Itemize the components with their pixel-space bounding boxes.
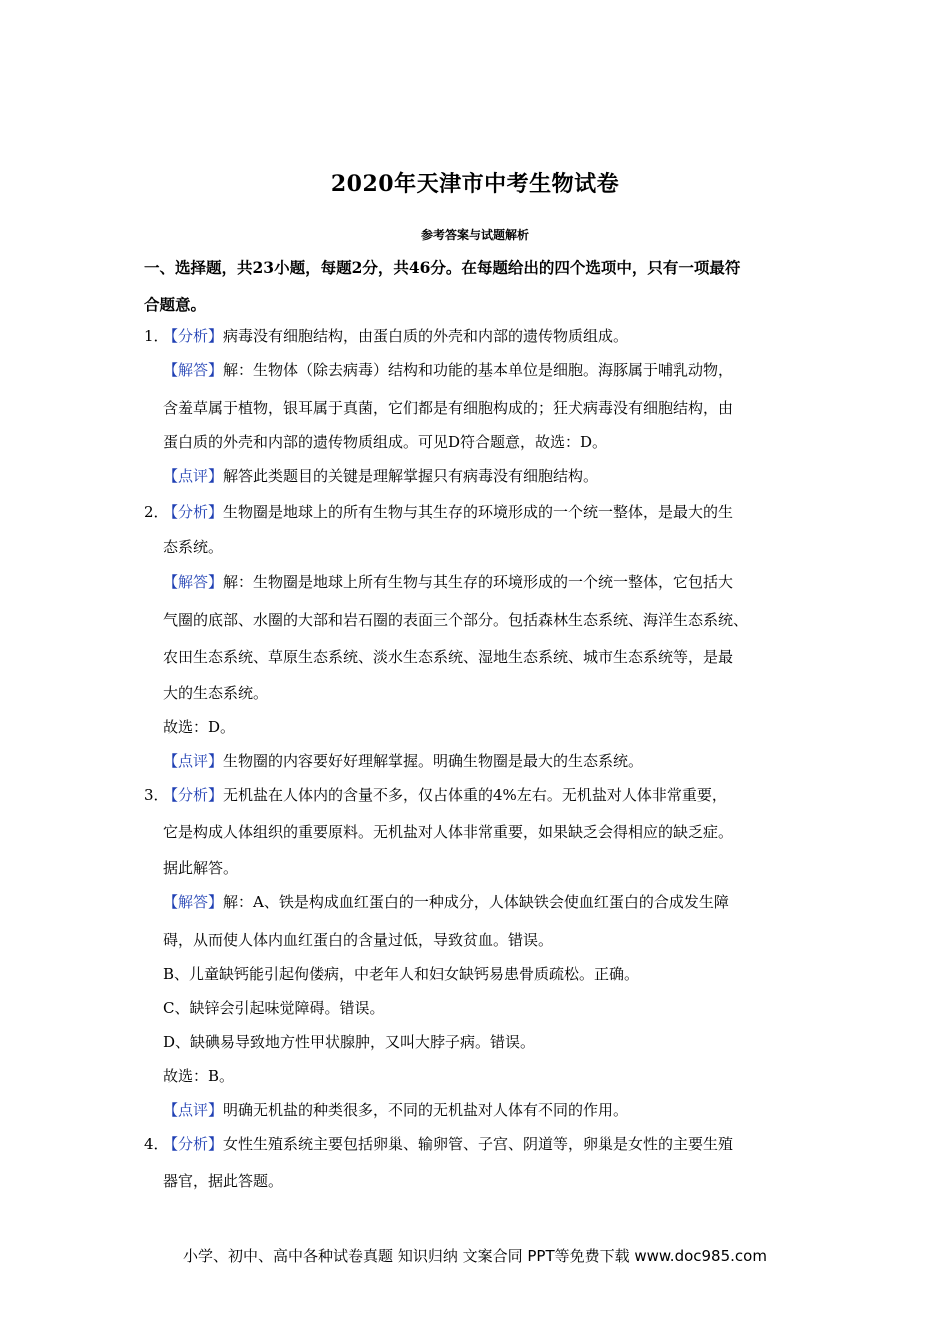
page-subtitle: 参考答案与试题解析: [420, 228, 529, 242]
q1-answer-text: 解：生物体（除去病毒）结构和功能的基本单位是细胞。海豚属于哺乳动物，: [223, 361, 734, 379]
q3-answer-line: 故选：B。: [163, 1067, 235, 1085]
q1-answer-line: 蛋白质的外壳和内部的遗传物质组成。可见D符合题意，故选：D。: [163, 433, 608, 451]
q2-comment: [163, 751, 643, 771]
page-title: 2020年天津市中考生物试卷: [330, 171, 620, 197]
q2-answer-line: 大的生态系统。: [163, 684, 269, 702]
q4-analysis: [163, 1134, 733, 1154]
section-heading-line1: 一、选择题，共23小题，每题2分，共46分。在每题给出的四个选项中，只有一项最符: [144, 258, 741, 277]
q2-analysis-line: 态系统。: [163, 538, 224, 556]
answer-tag: 【解答】: [163, 361, 224, 379]
q3-comment: [163, 1100, 628, 1120]
q3-answer-line: 碍，从而使人体内血红蛋白的含量过低，导致贫血。错误。: [163, 931, 554, 949]
q3-answer-line: D、缺碘易导致地方性甲状腺肿，又叫大脖子病。错误。: [163, 1033, 536, 1051]
question-number: 1．: [144, 327, 169, 345]
analysis-tag: 【分析】: [163, 503, 224, 521]
q1-comment: [163, 466, 598, 486]
q3-comment-text: 明确无机盐的种类很多，不同的无机盐对人体有不同的作用。: [223, 1101, 629, 1119]
q2-answer-text: 解：生物圈是地球上所有生物与其生存的环境形成的一个统一整体，它包括大: [223, 573, 734, 591]
question-number: 4．: [144, 1135, 169, 1153]
question-number: 3．: [144, 786, 169, 804]
page-footer: 小学、初中、高中各种试卷真题 知识归纳 文案合同 PPT等免费下载 www.doc985.com: [183, 1247, 767, 1265]
q1-analysis-text: 病毒没有细胞结构，由蛋白质的外壳和内部的遗传物质组成。: [223, 327, 629, 345]
q4-analysis-line: 器官，据此答题。: [163, 1172, 284, 1190]
answer-tag: 【解答】: [163, 573, 224, 591]
q3-answer-line: C、缺锌会引起味觉障碍。错误。: [163, 999, 385, 1017]
q2-answer-line: 故选：D。: [163, 718, 236, 736]
q1-analysis: [163, 326, 628, 346]
q3-answer-text: 解：A、铁是构成血红蛋白的一种成分，人体缺铁会使血红蛋白的合成发生障: [223, 893, 729, 911]
analysis-tag: 【分析】: [163, 327, 224, 345]
analysis-tag: 【分析】: [163, 1135, 224, 1153]
q3-analysis-text: 无机盐在人体内的含量不多，仅占体重的4%左右。无机盐对人体非常重要，: [223, 786, 727, 804]
q3-analysis: [163, 785, 727, 805]
q1-answer-line: [163, 360, 733, 380]
q2-answer-line: 农田生态系统、草原生态系统、淡水生态系统、湿地生态系统、城市生态系统等，是最: [163, 648, 734, 666]
q3-answer-line: [163, 892, 729, 912]
q3-analysis-line: 它是构成人体组织的重要原料。无机盐对人体非常重要，如果缺乏会得相应的缺乏症。: [163, 823, 734, 841]
q2-comment-text: 生物圈的内容要好好理解掌握。明确生物圈是最大的生态系统。: [223, 752, 644, 770]
q3-analysis-line: 据此解答。: [163, 859, 239, 877]
q2-analysis-text: 生物圈是地球上的所有生物与其生存的环境形成的一个统一整体，是最大的生: [223, 503, 734, 521]
section-heading-line2: 合题意。: [144, 295, 207, 314]
analysis-tag: 【分析】: [163, 786, 224, 804]
q4-analysis-text: 女性生殖系统主要包括卵巢、输卵管、子宫、阴道等，卵巢是女性的主要生殖: [223, 1135, 734, 1153]
q2-analysis: [163, 502, 733, 522]
question-number: 2．: [144, 503, 169, 521]
comment-tag: 【点评】: [163, 752, 224, 770]
q2-answer-line: 气圈的底部、水圈的大部和岩石圈的表面三个部分。包括森林生态系统、海洋生态系统、: [163, 611, 749, 629]
answer-tag: 【解答】: [163, 893, 224, 911]
q1-comment-text: 解答此类题目的关键是理解掌握只有病毒没有细胞结构。: [223, 467, 599, 485]
comment-tag: 【点评】: [163, 1101, 224, 1119]
q2-answer-line: [163, 572, 733, 592]
comment-tag: 【点评】: [163, 467, 224, 485]
q3-answer-line: B、儿童缺钙能引起佝偻病，中老年人和妇女缺钙易患骨质疏松。正确。: [163, 965, 640, 983]
q1-answer-line: 含羞草属于植物，银耳属于真菌，它们都是有细胞构成的；狂犬病毒没有细胞结构，由: [163, 399, 734, 417]
